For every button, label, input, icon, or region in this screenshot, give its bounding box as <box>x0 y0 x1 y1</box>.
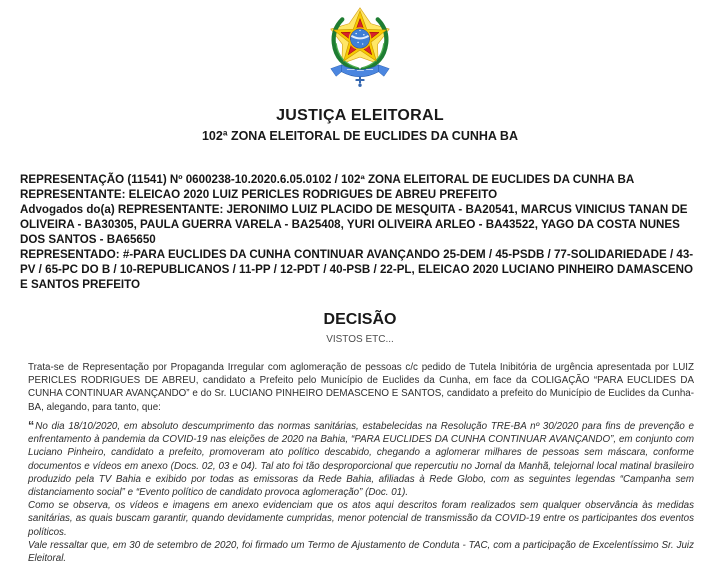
zone-subtitle: 102ª ZONA ELEITORAL DE EUCLIDES DA CUNHA BA <box>201 129 518 143</box>
case-number-line: REPRESENTAÇÃO (11541) Nº 0600238-10.2020.6.05.0102 / 102ª ZONA ELEITORAL DE EUCLIDES DA CUNHA BA <box>20 173 635 186</box>
intro-paragraph: Trata-se de Representação por Propaganda Irregular com aglomeração de pessoas c/c pedido de Tutela Inibitória de urgência apresentada por LUIZ PERICLES RODRIGUES DE ABREU, candidato a Prefeito pelo Município de Euclides da Cunha, em face da COLIGAÇÃO “PARA EUCLIDES DA CUNHA CONTINUAR AVANÇANDO” e do Sr. LUCIANO PINHEIRO DEMASCENO E SANTOS, candidato a prefeito do Município de Euclides da Cunha-BA, alegando, para tanto, que: <box>28 362 694 413</box>
quote-paragraph-1-text: No dia 18/10/2020, em absoluto descumprimento das normas sanitárias, estabelecidas na Resolução TRE-BA nº 30/2020 para fins de prevenção e enfrentamento à pandemia da COVID-19 nas eleições de 2020 na Bahia, “PARA EUCLIDES DA CUNHA CONTINUAR AVANÇANDO”, em conjunto com Luciano Pinheiro, candidato a prefeito, promoveram ato político descabido, chegando a aglomerar milhares de pessoas sem máscara, conforme documentos e vídeos em anexo (Docs. 02, 03 e 04). Tal ato foi tão desproporcional que repercutiu no Jornal da Manhã, telejornal local matinal brasileiro produzido pela TV Bahia e exibido por todas as emissoras da Rede Bahia, afiliadas à Rede Globo, com as seguintes legendas “Campanha sem distanciamento social” e “Evento político de candidato provoca aglomeração” (Doc. 01). <box>28 421 694 499</box>
brazil-coat-of-arms-icon <box>322 4 399 94</box>
quote-paragraph-1 <box>28 420 694 499</box>
quote-paragraph-2: Como se observa, os vídeos e imagens em anexo evidenciam que os atos aqui descritos foram realizados sem qualquer observância às medidas sanitárias, as quais buscam garantir, quando devidamente cumpridas, menor potencial de transmissão da COVID-19 entre os participantes dos eventos políticos. <box>28 500 694 538</box>
advogados-line: Advogados do(a) REPRESENTANTE: JERONIMO LUIZ PLACIDO DE MESQUITA - BA20541, MARCUS VINICIUS TANAN DE OLIVEIRA - BA30305, PAULA GUERRA VARELA - BA25408, YURI OLIVEIRA ARLEO - BA43522, YAGO DA COSTA NUNES DOS SANTOS - BA65650 <box>20 203 688 246</box>
court-title: JUSTIÇA ELEITORAL <box>276 107 444 124</box>
representado-line: REPRESENTADO: #-PARA EUCLIDES DA CUNHA CONTINUAR AVANÇANDO 25-DEM / 45-PSDB / 77-SOLIDARIEDADE / 43-PV / 65-PC DO B / 10-REPUBLICANOS / 11-PP / 12-PDT / 40-PSB / 22-PL, ELEICAO 2020 LUCIANO PINHEIRO DAMASCENO E SANTOS PREFEITO <box>20 248 694 291</box>
quote-paragraph-3: Vale ressaltar que, em 30 de setembro de 2020, foi firmado um Termo de Ajustamento de Conduta - TAC, com a participação de Excelentíssimo Sr. Juiz Eleitoral. <box>28 539 694 565</box>
representante-line: REPRESENTANTE: ELEICAO 2020 LUIZ PERICLES RODRIGUES DE ABREU PREFEITO <box>20 188 498 201</box>
vistos-text: VISTOS ETC... <box>326 334 394 345</box>
case-header-block <box>20 172 701 292</box>
quote-block <box>28 420 694 565</box>
decision-heading: DECISÃO <box>323 311 397 328</box>
opening-quote-mark: “ <box>28 419 35 433</box>
